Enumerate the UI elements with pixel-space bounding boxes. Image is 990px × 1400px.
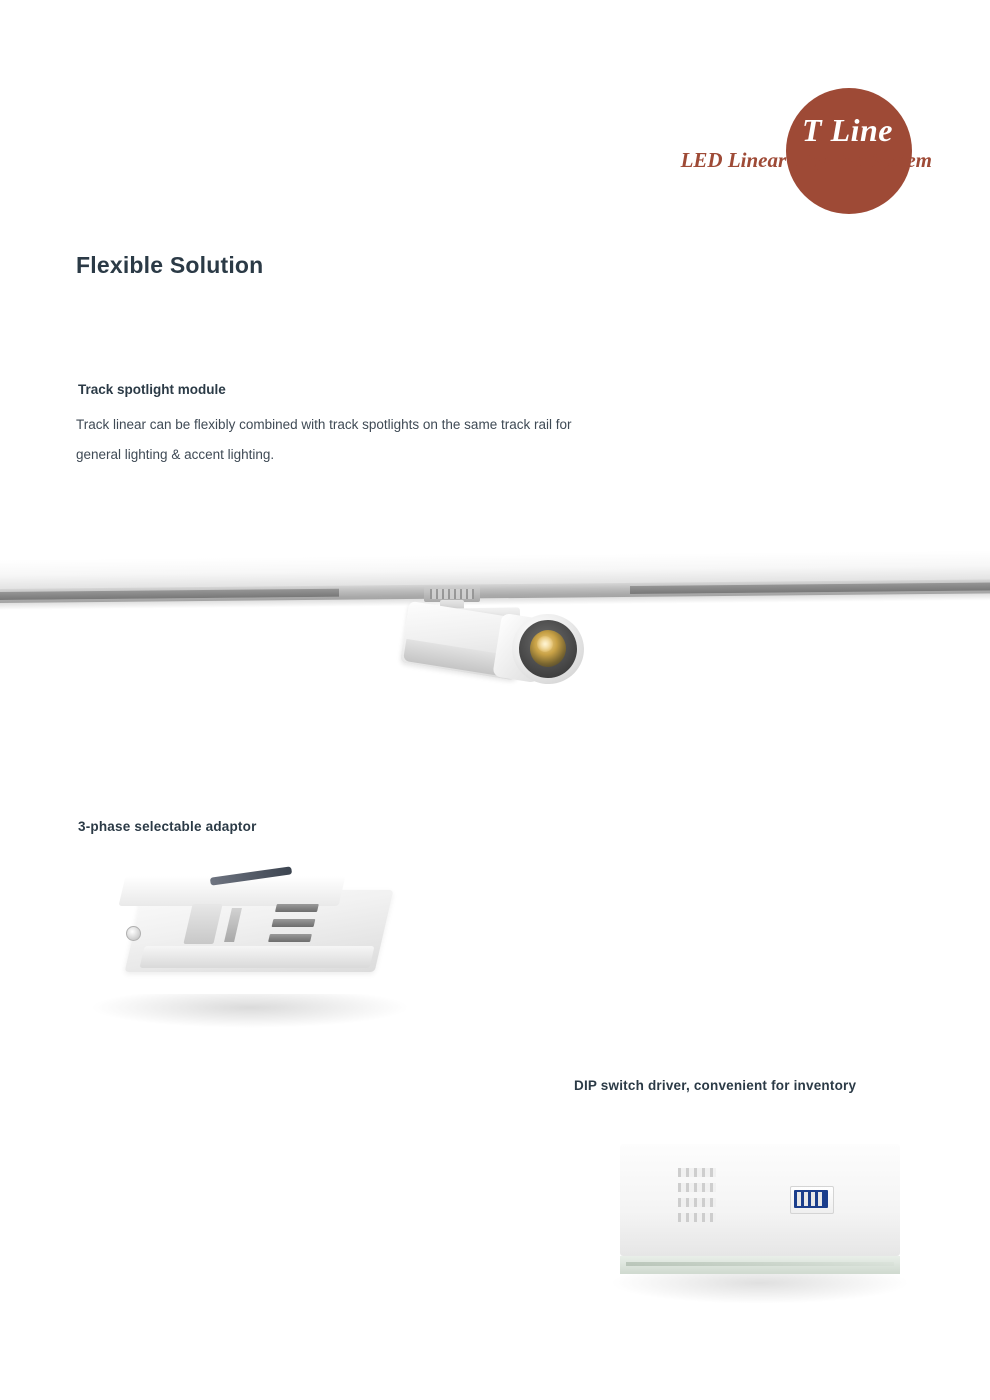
dip-label-line-4 [678,1213,716,1222]
adaptor-shadow [90,994,410,1028]
adaptor-contact-l3 [268,934,312,942]
section-heading-three-phase-adaptor: 3-phase selectable adaptor [78,819,257,834]
dip-label-line-1 [678,1168,716,1177]
section-heading-track-spotlight-module: Track spotlight module [78,382,226,397]
brand-logo [630,88,950,218]
section-body-line-1: Track linear can be flexibly combined with track spotlights on the same track rail for [76,417,572,432]
dip-label-line-3 [678,1198,716,1207]
dip-driver-base-highlight [626,1262,894,1266]
page-title: Flexible Solution [76,252,264,278]
dip-driver-shadow [610,1274,910,1304]
section-heading-dip-switch-driver: DIP switch driver, convenient for inventory [574,1078,857,1093]
dip-switch-keys [797,1192,825,1206]
brand-name: T Line [802,112,893,148]
figure-dip-switch-driver [610,1138,910,1318]
spotlight-adaptor-contacts [430,589,474,599]
dip-driver-housing [620,1144,900,1256]
brand-tagline: LED Linear Lighting System [680,148,932,172]
adaptor-contact-l2 [272,919,316,927]
dip-driver-label-text [678,1168,718,1228]
spotlight-lens-highlight [537,636,553,652]
section-body-track-spotlight-module [76,410,716,470]
adaptor-contact-l1 [275,904,319,912]
adaptor-track-rail-section [139,946,374,968]
section-body-line-2: general lighting & accent lighting. [76,447,275,462]
adaptor-phase-contacts [267,902,348,948]
figure-three-phase-adaptor [82,862,422,1042]
adaptor-screw-icon [126,926,141,941]
dip-label-line-2 [678,1183,716,1192]
figure-track-rail-with-spotlight [0,556,990,726]
